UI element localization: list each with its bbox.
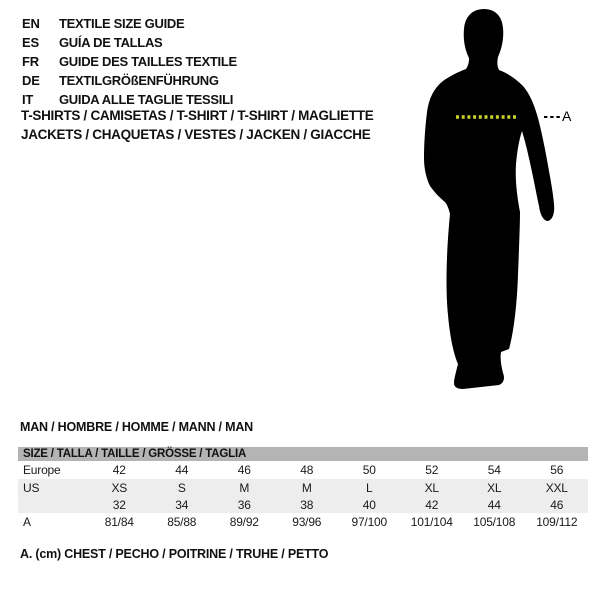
- size-cell: 38: [300, 497, 314, 512]
- size-cell: 89/92: [229, 515, 259, 529]
- table-row-alt-sizes: [18, 496, 588, 513]
- size-cell: 42: [425, 497, 439, 512]
- size-cell: 36: [237, 497, 251, 512]
- man-silhouette-icon: [410, 0, 600, 400]
- size-cell: 54: [487, 463, 501, 477]
- language-code: FR: [22, 54, 39, 69]
- language-title: GUIDA ALLE TAGLIE TESSILI: [59, 92, 234, 107]
- size-cell: S: [177, 480, 186, 495]
- language-title: GUIDE DES TAILLES TEXTILE: [59, 54, 237, 69]
- size-cell: 81/84: [104, 515, 134, 529]
- measurement-footnote: A. (cm) CHEST / PECHO / POITRINE / TRUHE / PETTO: [20, 547, 329, 561]
- size-cell: M: [301, 480, 312, 495]
- table-row-chest-cm: [18, 513, 588, 531]
- language-row-en: [22, 14, 237, 33]
- size-cell: 44: [175, 463, 189, 477]
- row-label: US: [23, 480, 40, 495]
- language-code: EN: [22, 16, 40, 31]
- size-cell: 93/96: [292, 515, 322, 529]
- size-cell: XS: [111, 480, 128, 495]
- size-cell: 105/108: [473, 515, 516, 529]
- size-cell: 56: [550, 463, 564, 477]
- size-cell: M: [239, 480, 250, 495]
- size-cell: L: [366, 480, 373, 495]
- size-cell: 97/100: [351, 515, 387, 529]
- categories-tshirts: T-SHIRTS / CAMISETAS / T-SHIRT / T-SHIRT / MAGLIETTE: [21, 108, 374, 123]
- size-cell: 44: [487, 497, 501, 512]
- garment-categories: [21, 106, 373, 144]
- size-cell: 85/88: [167, 515, 197, 529]
- size-cell: 50: [362, 463, 376, 477]
- size-cell: XL: [487, 480, 502, 495]
- size-cell: 34: [175, 497, 189, 512]
- size-cell: 46: [550, 497, 564, 512]
- size-cell: 52: [425, 463, 439, 477]
- size-table: [18, 447, 588, 531]
- language-title: TEXTILGRÖßENFÜHRUNG: [59, 73, 219, 88]
- row-label: Europe: [23, 463, 61, 477]
- language-code: IT: [22, 92, 34, 107]
- categories-jackets: JACKETS / CHAQUETAS / VESTES / JACKEN / GIACCHE: [21, 127, 371, 142]
- size-cell: 48: [300, 463, 314, 477]
- row-label: A: [23, 515, 31, 529]
- size-cell: 109/112: [536, 515, 578, 529]
- language-row-es: [22, 33, 237, 52]
- section-title-man: MAN / HOMBRE / HOMME / MANN / MAN: [20, 420, 253, 434]
- size-cell: XL: [424, 480, 439, 495]
- size-cell: 40: [362, 497, 376, 512]
- size-cell: 42: [112, 463, 126, 477]
- man-silhouette-figure: [410, 0, 600, 400]
- size-cell: 32: [112, 497, 126, 512]
- language-list: [22, 14, 237, 109]
- measure-a-label: A: [562, 108, 572, 124]
- table-row-us: [18, 479, 588, 496]
- size-cell: 101/104: [410, 515, 453, 529]
- size-cell: 46: [237, 463, 251, 477]
- language-row-fr: [22, 52, 237, 71]
- table-row-europe: [18, 461, 588, 479]
- language-title: TEXTILE SIZE GUIDE: [59, 16, 185, 31]
- language-code: DE: [22, 73, 40, 88]
- language-code: ES: [22, 35, 39, 50]
- size-cell: XXL: [545, 480, 568, 495]
- language-title: GUÍA DE TALLAS: [59, 35, 163, 50]
- size-table-header: SIZE / TALLA / TAILLE / GRÖSSE / TAGLIA: [18, 447, 588, 461]
- language-row-de: [22, 71, 237, 90]
